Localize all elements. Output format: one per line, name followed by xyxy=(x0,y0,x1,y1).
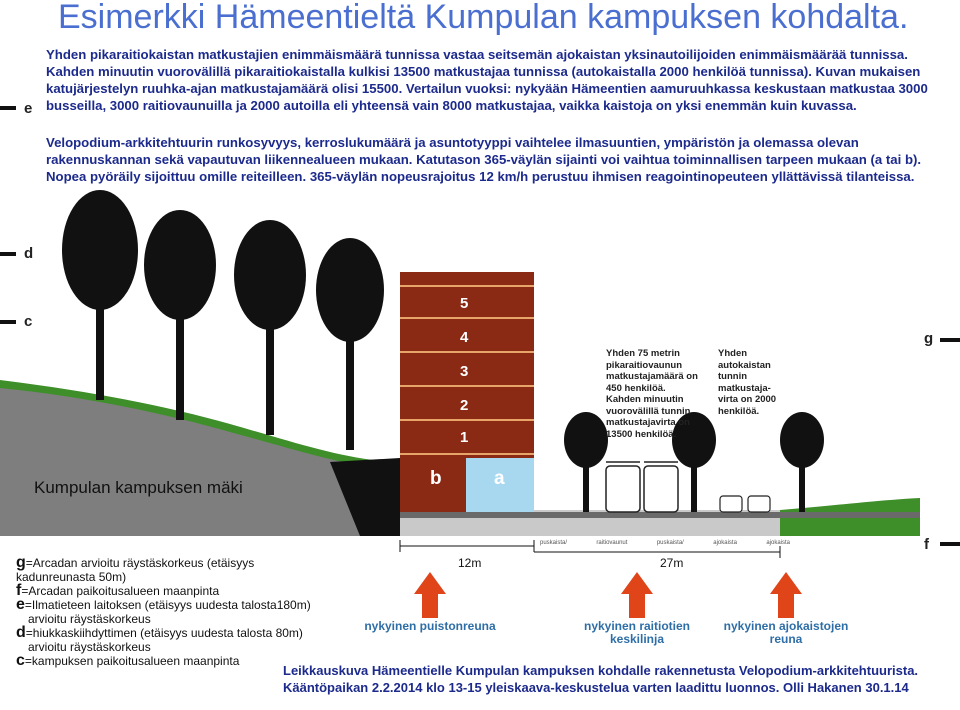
floor-label: 4 xyxy=(460,329,469,346)
architecture-paragraph: Velopodium-arkkitehtuurin runkosyvyys, kerroslukumäärä ja asuntotyyppi vaihtelee ilmasuuntien, ympäristön ja olemassa olevan rakennuskannan sekä vapautuvan liikennealueen mukaan. Katutason 365-väylän sijainti voi vaihtua toiminnallisen tarpeen mukaan (a tai b). Nopea pyöräily sijoittuu omille reiteilleen. 365-väylän nopeusrajoitus 12 km/h perustuu ihmisen reagointinopeuteen yllättävissä tilanteissa. xyxy=(46,135,922,184)
ground-label-a: a xyxy=(494,468,505,489)
arrow-tram-center xyxy=(621,572,653,618)
level-c-label: c xyxy=(24,313,33,330)
level-g-label: g xyxy=(924,330,934,347)
lane-label: puskaista/ xyxy=(540,540,568,546)
tram-capacity-note: Yhden 75 metrin pikaraitiovaunun matkustajamäärä on 450 henkilöä. Kahden minuutin vuorovälillä tunnin matkustajavirta on 13500 henkilöä. xyxy=(606,348,698,440)
legend-item: d=hiukkaskiihdyttimen (etäisyys uudesta talosta 80m) arvioitu räystäskorkeus xyxy=(16,624,303,654)
legend-item: g=Arcadan arvioitu räystäskorkeus (etäisyys kadunreunasta 50m) xyxy=(16,554,255,584)
lane-label: ajokaista xyxy=(713,540,737,546)
intro-paragraph: Yhden pikaraitiokaistan matkustajien enimmäismäärä tunnissa vastaa seitsemän ajokaistan yksinautoilijoiden enimmäismäärää tunnissa. Kahden minuutin vuorovälillä pikaraitiokaistalla kulkisi 13500 matkustajaa tunnissa (autokaistalla 2000 henkilöä tunnissa). Kuvan mukaisen katujärjestelyn ruuhka-ajan matkustajamäärä olisi 15500. Vertailun vuoksi: nykyään Hämeentien aamuruuhkassa keskustaan matkustaa 3000 busseilla, 3000 raitiovaunuilla ja 2000 autoilla eli yhteensä vain 8000 matkustajaa, vaikka kaistoja on yksi enemmän kuin kuvassa. xyxy=(46,47,928,113)
cars xyxy=(720,496,770,512)
floor-label: 3 xyxy=(460,363,469,380)
legend xyxy=(16,556,316,668)
lane-label: puskaista/ xyxy=(656,540,684,546)
figure-caption xyxy=(283,662,953,696)
level-d-label: d xyxy=(24,245,34,262)
level-e-label: e xyxy=(24,100,33,117)
floor-label: 1 xyxy=(460,429,469,446)
page-title: Esimerkki Hämeentieltä Kumpulan kampuksen kohdalta. xyxy=(58,0,909,36)
arrow-label-park-edge: nykyinen puistonreuna xyxy=(364,619,496,633)
lane-labels xyxy=(540,540,790,546)
trams xyxy=(606,462,678,512)
legend-item: e=Ilmatieteen laitoksen (etäisyys uudesta talosta180m) arvioitu räystäskorkeus xyxy=(16,596,311,626)
street-surface xyxy=(400,512,920,518)
caption-line: Kääntöpaikan 2.2.2014 klo 13-15 yleiskaava-keskustelua varten laadittu luonnos. Olli Hakanen 30.1.14 xyxy=(283,680,909,695)
floor-label: 2 xyxy=(460,397,469,414)
dimension-left: 12m xyxy=(458,556,482,570)
level-f-label: f xyxy=(924,536,929,553)
caption-line: Leikkauskuva Hämeentielle Kumpulan kampuksen kohdalle rakennetusta Velopodium-arkkitehtuurista. xyxy=(283,663,919,678)
lane-label: ajokaista xyxy=(766,540,790,546)
ground-label-b: b xyxy=(430,468,442,489)
dimension-right: 27m xyxy=(660,556,684,570)
arrow-park-edge xyxy=(414,572,446,618)
legend-item: f=Arcadan paikoitusalueen maanpinta xyxy=(16,582,220,599)
floor-label: 5 xyxy=(460,295,469,312)
arrow-label-tram-center: nykyinen raitiotien keskilinja xyxy=(583,619,691,646)
hill-label: Kumpulan kampuksen mäki xyxy=(34,478,243,497)
lane-label: raitiovaunut xyxy=(596,540,628,546)
car-capacity-note: Yhden autokaistan tunnin matkustaja-virta on 2000 henkilöä. xyxy=(718,348,777,417)
arrow-lane-edge xyxy=(770,572,802,618)
legend-item: c=kampuksen paikoitusalueen maanpinta xyxy=(16,652,240,669)
arrow-label-lane-edge: nykyinen ajokaistojen reuna xyxy=(723,619,849,646)
position-arrows xyxy=(414,572,802,618)
